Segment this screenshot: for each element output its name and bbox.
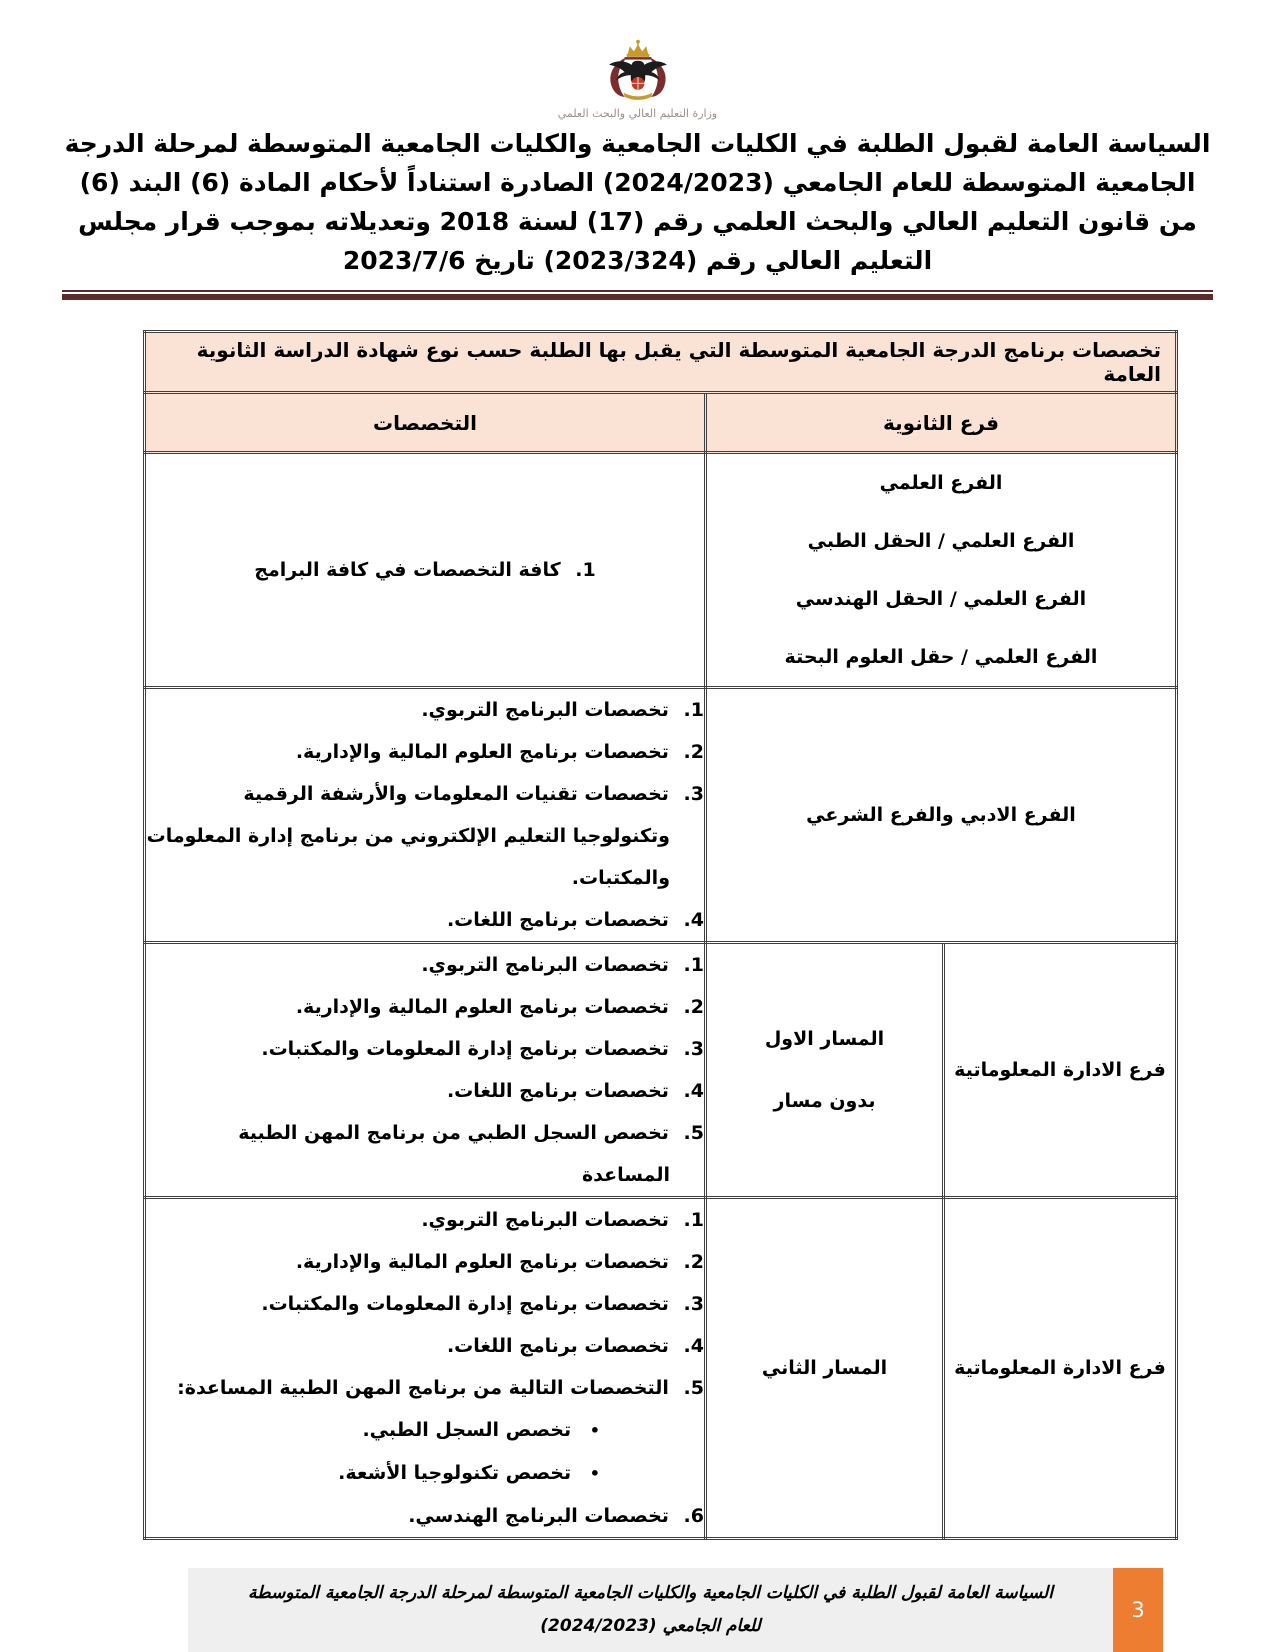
specializations-cell [145,1198,706,1539]
item-text: تخصصات برنامج إدارة المعلومات والمكتبات. [261,1038,669,1060]
item-number: 1. [683,1209,704,1231]
item-text: تخصصات برنامج اللغات. [446,1080,669,1102]
list-item [146,1241,704,1283]
sub-list-item [146,1409,704,1452]
item-text: تخصصات برنامج اللغات. [446,1335,669,1357]
item-number: 2. [683,996,704,1018]
jordan-coat-of-arms-icon [586,38,690,102]
list-item [146,689,704,731]
branch-line: الفرع العلمي / حقل العلوم البحتة [784,646,1098,668]
item-text: تخصص السجل الطبي من برنامج المهن الطبية المساعدة [238,1122,670,1186]
track-line: المسار الثاني [761,1357,888,1379]
item-text: تخصص السجل الطبي. [362,1419,572,1441]
divider-thick-line [62,294,1213,300]
item-text: تخصصات البرنامج التربوي. [421,1209,669,1231]
item-text: تخصص تكنولوجيا الأشعة. [338,1462,572,1484]
page-title: السياسة العامة لقبول الطلبة في الكليات الجامعية والكليات الجامعية المتوسطة لمرحلة الدرجة الجامعية المتوسطة للعام الجامعي (2024/2023) الصادرة استناداً لأحكام المادة (6) البند (6) من قانون التعليم العالي والبحث العلمي رقم (17) لسنة 2018 وتعديلاته بموجب قرار مجلس التعليم العالي رقم (2023/324) تاريخ 2023/7/6 [64,129,1211,275]
track-cell [706,1198,944,1539]
table-row-literary [145,688,1177,943]
table-row-scientific [145,453,1177,688]
list-item [146,549,704,591]
footer-note-line: السياسة العامة لقبول الطلبة في الكليات الجامعية والكليات الجامعية المتوسطة لمرحلة الدرجة الجامعية المتوسطة [248,1583,1053,1603]
page-footer [188,1568,1163,1652]
item-number: 6. [683,1505,704,1527]
item-text: تخصصات البرنامج التربوي. [421,954,669,976]
item-number: 4. [683,1335,704,1357]
list-item [146,944,704,986]
list-item [146,986,704,1028]
item-number: 4. [683,909,704,931]
item-text: تخصصات برنامج العلوم المالية والإدارية. [295,996,669,1018]
page-number-badge: 3 [1113,1568,1163,1652]
table-caption-row [145,332,1177,393]
footer-note-line: للعام الجامعي (2024/2023) [540,1616,761,1636]
admission-table [143,330,1178,1540]
specializations-cell [145,688,706,943]
item-number: 3. [683,783,704,805]
branch-cell [706,453,1177,688]
list-item [146,899,704,941]
list-item [146,1028,704,1070]
item-text: كافة التخصصات في كافة البرامج [254,559,561,581]
item-number: 2. [683,741,704,763]
item-text: تخصصات البرنامج التربوي. [421,699,669,721]
item-number: 2. [683,1251,704,1273]
branch-cell [944,1198,1177,1539]
track-line: المسار الاول [764,1028,885,1050]
branch-line: فرع الادارة المعلوماتية [954,1059,1166,1081]
list-item [146,1495,704,1537]
list-item [146,1325,704,1367]
item-text: التخصصات التالية من برنامج المهن الطبية المساعدة: [177,1377,669,1399]
track-cell [706,943,944,1198]
list-item [146,1367,704,1409]
list-item [146,1199,704,1241]
page-header [0,0,1275,120]
item-text: تخصصات برنامج العلوم المالية والإدارية. [295,741,669,763]
ministry-name-calligraphy: وزارة التعليم العالي والبحث العلمي [557,107,718,120]
branch-line: الفرع العلمي / الحقل الهندسي [795,588,1087,610]
bullet-marker: • [589,1421,600,1440]
sub-list-item [146,1452,704,1495]
table-caption: تخصصات برنامج الدرجة الجامعية المتوسطة التي يقبل بها الطلبة حسب نوع شهادة الدراسة الثانوية العامة [145,332,1177,393]
table-header-row [145,393,1177,453]
col-header-branch: فرع الثانوية [706,393,1177,453]
item-number: 5. [683,1122,704,1144]
branch-line: الفرع العلمي [879,472,1003,494]
col-header-specializations: التخصصات [145,393,706,453]
item-number: 5. [683,1377,704,1399]
title-divider [62,290,1213,300]
list-item [146,1070,704,1112]
list-item [146,773,704,899]
specializations-cell [145,943,706,1198]
item-number: 1. [683,699,704,721]
branch-line: الفرع العلمي / الحقل الطبي [807,530,1075,552]
item-number: 1. [575,559,596,581]
track-line: بدون مسار [773,1090,876,1112]
item-number: 1. [683,954,704,976]
list-item [146,1283,704,1325]
item-text: تخصصات برنامج اللغات. [446,909,669,931]
table-row-info-track1 [145,943,1177,1198]
item-number: 3. [683,1038,704,1060]
item-number: 3. [683,1293,704,1315]
branch-line: فرع الادارة المعلوماتية [954,1357,1166,1379]
item-text: تخصصات تقنيات المعلومات والأرشفة الرقمية وتكنولوجيا التعليم الإلكتروني من برنامج إدارة المعلومات والمكتبات. [146,783,670,889]
branch-line: الفرع الادبي والفرع الشرعي [806,804,1076,826]
bullet-marker: • [589,1464,600,1483]
branch-cell [706,688,1177,943]
branch-cell [944,943,1177,1198]
item-text: تخصصات برنامج العلوم المالية والإدارية. [295,1251,669,1273]
footer-note [188,1568,1113,1652]
item-text: تخصصات البرنامج الهندسي. [408,1505,669,1527]
list-item [146,1112,704,1196]
specializations-cell [145,453,706,688]
list-item [146,731,704,773]
item-number: 4. [683,1080,704,1102]
table-row-info-track2 [145,1198,1177,1539]
divider-thin-line [62,290,1213,292]
item-text: تخصصات برنامج إدارة المعلومات والمكتبات. [261,1293,669,1315]
